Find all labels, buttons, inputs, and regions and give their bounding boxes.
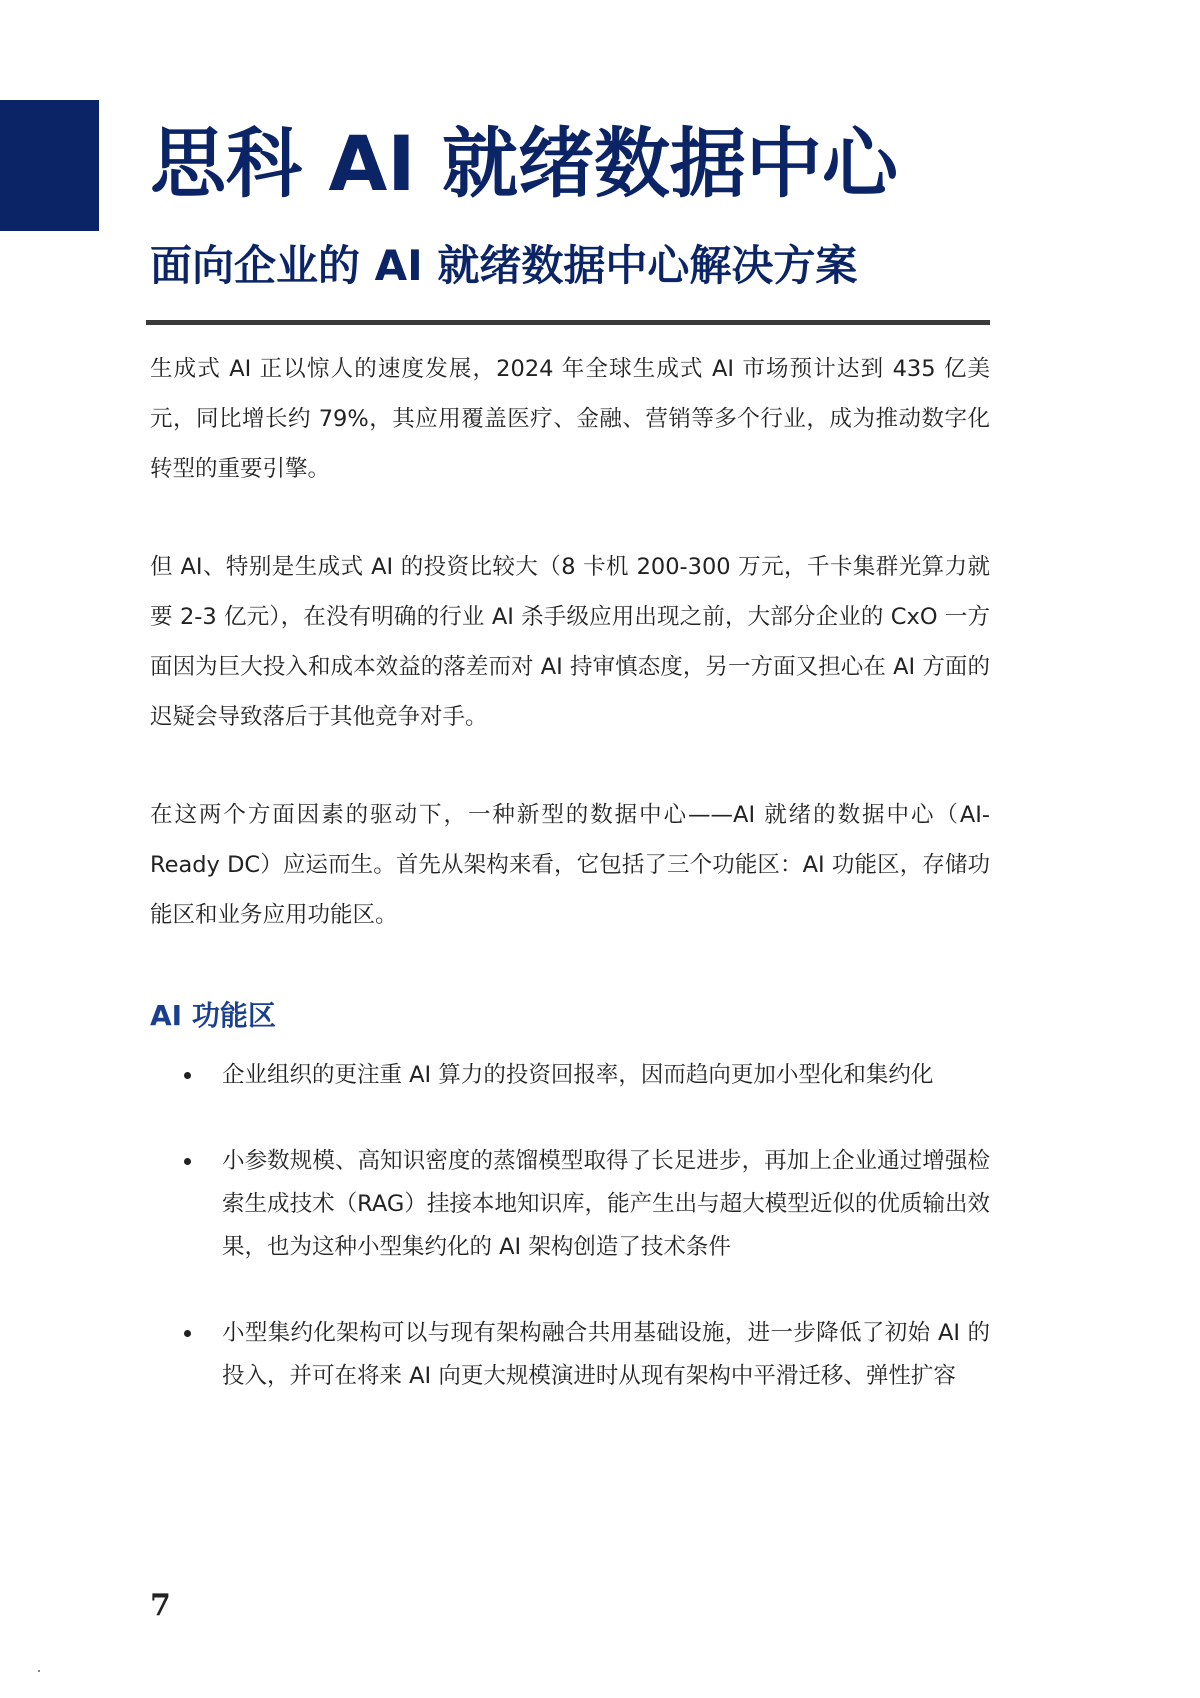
intro-paragraph: 生成式 AI 正以惊人的速度发展，2024 年全球生成式 AI 市场预计达到 435 亿美元，同比增长约 79%，其应用覆盖医疗、金融、营销等多个行业，成为推动数字化转型的重要引擎。 xyxy=(150,356,990,482)
bullet-dot-icon xyxy=(184,1330,191,1337)
page-number: 7 xyxy=(150,1588,171,1623)
bullet-text: 小型集约化架构可以与现有架构融合共用基础设施，进一步降低了初始 AI 的投入，并可在将来 AI 向更大规模演进时从现有架构中平滑迁移、弹性扩容 xyxy=(222,1320,990,1389)
bullet-text: 企业组织的更注重 AI 算力的投资回报率，因而趋向更加小型化和集约化 xyxy=(222,1062,934,1088)
page-title: 思科 AI 就绪数据中心 xyxy=(150,119,899,208)
section-heading-ai-zone: AI 功能区 xyxy=(150,999,276,1032)
bullet-dot-icon xyxy=(184,1072,191,1079)
bullet-item xyxy=(150,1140,990,1269)
bullet-dot-icon xyxy=(184,1158,191,1165)
scan-speck xyxy=(38,1670,40,1672)
page-subtitle: 面向企业的 AI 就绪数据中心解决方案 xyxy=(150,241,858,290)
bullet-item xyxy=(150,1054,990,1097)
bullet-text: 小参数规模、高知识密度的蒸馏模型取得了长足进步，再加上企业通过增强检索生成技术（RAG）挂接本地知识库，能产生出与超大模型近似的优质输出效果，也为这种小型集约化的 AI 架构创造了技术条件 xyxy=(222,1148,990,1260)
accent-block xyxy=(0,100,99,231)
investment-paragraph: 但 AI、特别是生成式 AI 的投资比较大（8 卡机 200-300 万元，千卡集群光算力就要 2-3 亿元），在没有明确的行业 AI 杀手级应用出现之前，大部分企业的 CxO 一方面因为巨大投入和成本效益的落差而对 AI 持审慎态度，另一方面又担心在 AI 方面的迟疑会导致落后于其他竞争对手。 xyxy=(150,554,990,730)
bullet-list xyxy=(150,1054,990,1441)
title-divider xyxy=(146,320,990,325)
ai-ready-dc-paragraph: 在这两个方面因素的驱动下，一种新型的数据中心——AI 就绪的数据中心（AI-Ready DC）应运而生。首先从架构来看，它包括了三个功能区：AI 功能区，存储功能区和业务应用功能区。 xyxy=(150,802,990,928)
bullet-item xyxy=(150,1312,990,1398)
